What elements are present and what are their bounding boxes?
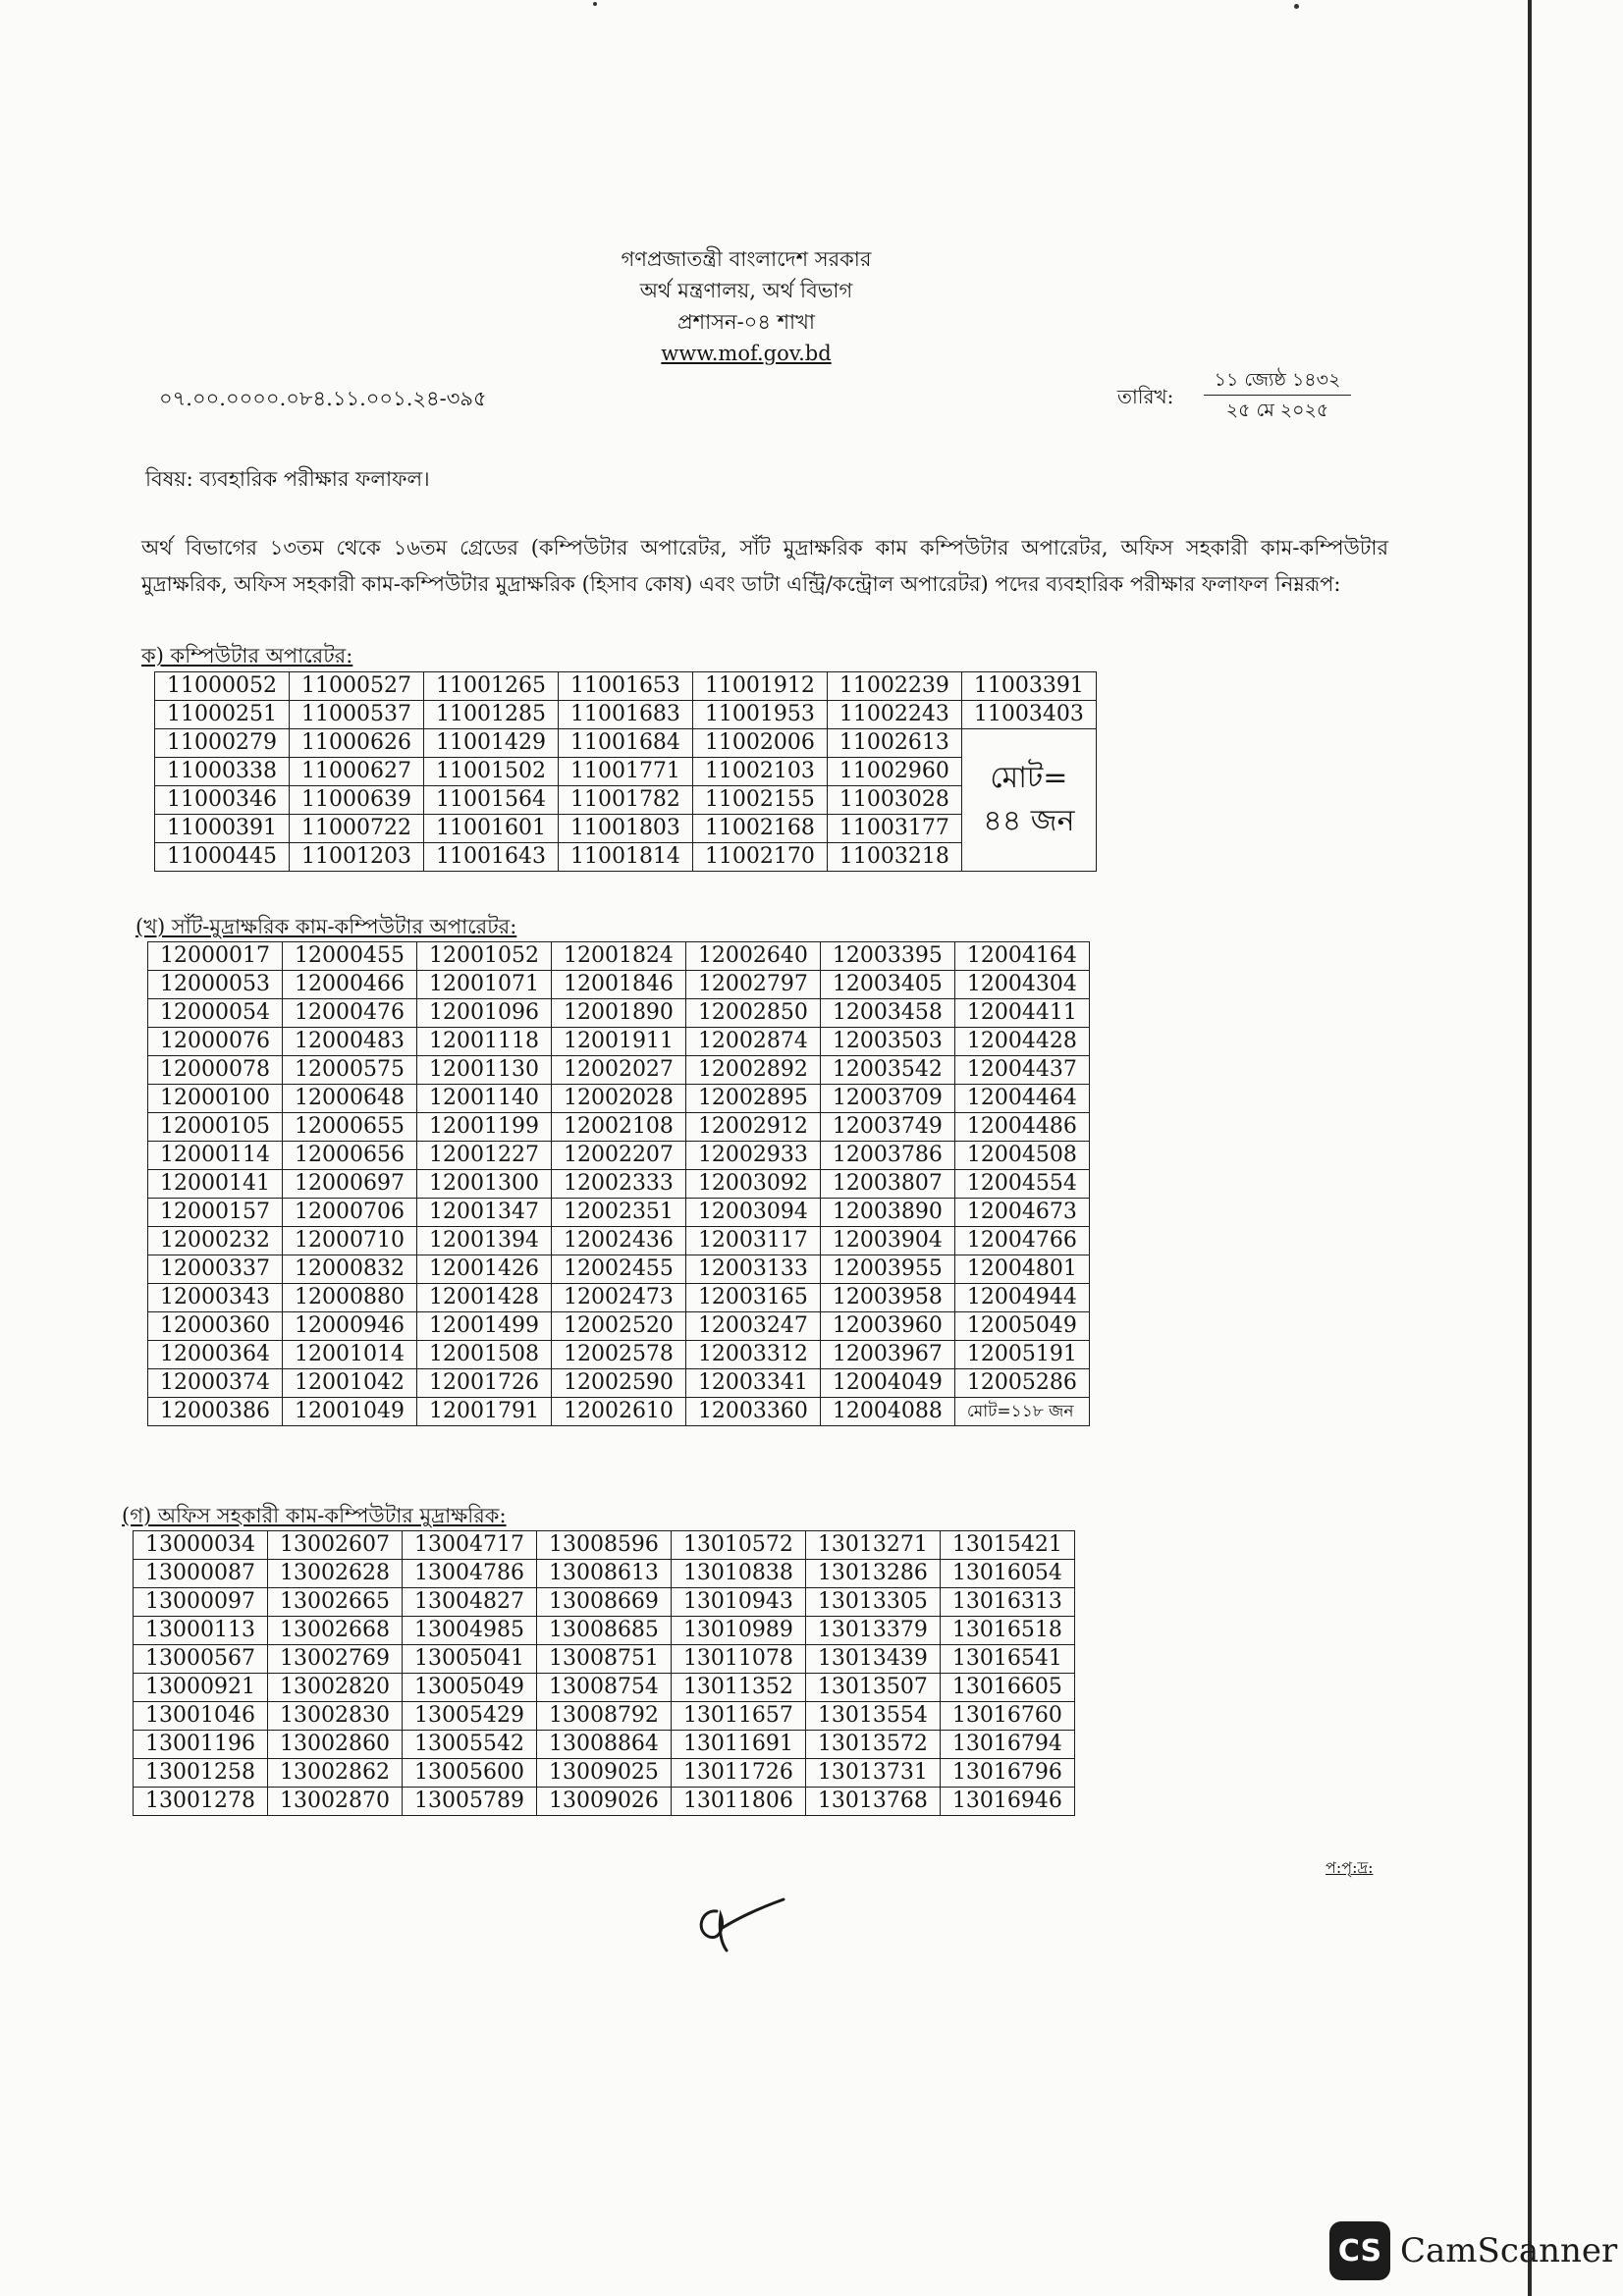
table-row xyxy=(134,1674,1075,1702)
roll-cell: 12001726 xyxy=(416,1369,551,1398)
roll-cell: 12000655 xyxy=(282,1113,416,1142)
roll-cell: 12003458 xyxy=(820,999,954,1028)
roll-cell: 12003958 xyxy=(820,1284,954,1312)
roll-cell: 13001278 xyxy=(134,1788,268,1816)
roll-cell: 13013572 xyxy=(805,1731,940,1759)
roll-cell: 12003542 xyxy=(820,1056,954,1085)
roll-cell: 11000346 xyxy=(155,786,290,815)
table-row xyxy=(155,815,1097,843)
table-row xyxy=(134,1731,1075,1759)
roll-cell: 13016794 xyxy=(940,1731,1074,1759)
roll-cell: 12000466 xyxy=(282,971,416,999)
roll-cell: 13005542 xyxy=(402,1731,536,1759)
table-row xyxy=(148,1341,1090,1369)
roll-cell: 13016605 xyxy=(940,1674,1074,1702)
table-row xyxy=(148,1255,1090,1284)
roll-cell: 12002640 xyxy=(685,942,820,971)
roll-cell: 12004801 xyxy=(954,1255,1089,1284)
roll-cell: 12003709 xyxy=(820,1085,954,1113)
roll-cell: 13004827 xyxy=(402,1588,536,1617)
roll-cell: 13002668 xyxy=(267,1617,402,1645)
roll-cell: 12003092 xyxy=(685,1170,820,1199)
roll-cell: 13013768 xyxy=(805,1788,940,1816)
scan-speck xyxy=(1294,4,1299,9)
roll-cell: 12003807 xyxy=(820,1170,954,1199)
government-name: গণপ্রজাতন্ত্রী বাংলাদেশ সরকার xyxy=(621,247,872,271)
roll-cell: 13008864 xyxy=(536,1731,671,1759)
roll-cell: 11000722 xyxy=(289,815,423,843)
roll-cell: 11001601 xyxy=(423,815,558,843)
roll-cell: 13016760 xyxy=(940,1702,1074,1731)
roll-cell: 12000141 xyxy=(148,1170,283,1199)
table-row xyxy=(134,1759,1075,1788)
roll-cell: 13005049 xyxy=(402,1674,536,1702)
roll-cell: 13009026 xyxy=(536,1788,671,1816)
roll-cell: 12000455 xyxy=(282,942,416,971)
roll-cell: 12002108 xyxy=(551,1113,685,1142)
roll-cell: 13002860 xyxy=(267,1731,402,1759)
roll-cell: 11003403 xyxy=(961,701,1096,729)
roll-cell: 12000656 xyxy=(282,1142,416,1170)
roll-cell: 13000113 xyxy=(134,1617,268,1645)
roll-cell: 11001429 xyxy=(423,729,558,758)
table-row xyxy=(148,1199,1090,1227)
roll-cell: 13010838 xyxy=(671,1560,805,1588)
table-row xyxy=(155,701,1097,729)
roll-cell: 11000527 xyxy=(289,672,423,701)
scan-speck xyxy=(593,2,597,6)
roll-cell: 12003890 xyxy=(820,1199,954,1227)
roll-cell: 13011352 xyxy=(671,1674,805,1702)
roll-cell: 12003117 xyxy=(685,1227,820,1255)
roll-cell: 12002850 xyxy=(685,999,820,1028)
signature-mark xyxy=(687,1890,805,1958)
roll-cell: 12002333 xyxy=(551,1170,685,1199)
table-row xyxy=(155,729,1097,758)
table-row xyxy=(148,1113,1090,1142)
roll-cell: 12000053 xyxy=(148,971,283,999)
roll-cell: 12003395 xyxy=(820,942,954,971)
roll-cell: 12000374 xyxy=(148,1369,283,1398)
roll-cell: 13000034 xyxy=(134,1531,268,1560)
roll-cell: 11002170 xyxy=(692,843,827,872)
roll-cell: 12003405 xyxy=(820,971,954,999)
roll-cell: 12001426 xyxy=(416,1255,551,1284)
roll-cell: 11001912 xyxy=(692,672,827,701)
roll-cell: 12001508 xyxy=(416,1341,551,1369)
roll-cell: 12000648 xyxy=(282,1085,416,1113)
roll-cell: 12000476 xyxy=(282,999,416,1028)
roll-cell: 13010989 xyxy=(671,1617,805,1645)
roll-cell: 13011726 xyxy=(671,1759,805,1788)
roll-cell: 12000054 xyxy=(148,999,283,1028)
roll-cell: 13004786 xyxy=(402,1560,536,1588)
roll-cell: 12002797 xyxy=(685,971,820,999)
roll-cell: 11002168 xyxy=(692,815,827,843)
roll-cell: 13002870 xyxy=(267,1788,402,1816)
roll-cell: 12000364 xyxy=(148,1341,283,1369)
roll-cell: 11001653 xyxy=(558,672,692,701)
roll-cell: 12000157 xyxy=(148,1199,283,1227)
table-row xyxy=(148,1227,1090,1255)
table-row xyxy=(134,1588,1075,1617)
table-row xyxy=(134,1702,1075,1731)
roll-cell: 13001196 xyxy=(134,1731,268,1759)
roll-cell: 12000232 xyxy=(148,1227,283,1255)
roll-cell: 11000537 xyxy=(289,701,423,729)
roll-cell: 12003133 xyxy=(685,1255,820,1284)
roll-cell: 11003028 xyxy=(827,786,961,815)
roll-cell: 11001285 xyxy=(423,701,558,729)
table-row xyxy=(148,1056,1090,1085)
roll-cell: 12000078 xyxy=(148,1056,283,1085)
roll-cell: 12000114 xyxy=(148,1142,283,1170)
roll-cell: 12002028 xyxy=(551,1085,685,1113)
roll-cell: 13013271 xyxy=(805,1531,940,1560)
roll-cell: 13013305 xyxy=(805,1588,940,1617)
roll-cell: 11001803 xyxy=(558,815,692,843)
roll-cell: 12003312 xyxy=(685,1341,820,1369)
roll-cell: 13005600 xyxy=(402,1759,536,1788)
letterhead xyxy=(0,243,1492,369)
roll-cell: 12003360 xyxy=(685,1398,820,1426)
roll-cell: 11002613 xyxy=(827,729,961,758)
date-label: তারিখ: xyxy=(1117,385,1174,408)
roll-cell: 12004486 xyxy=(954,1113,1089,1142)
roll-cell: 12005286 xyxy=(954,1369,1089,1398)
table-row xyxy=(148,1284,1090,1312)
table-row xyxy=(155,758,1097,786)
roll-cell: 12001052 xyxy=(416,942,551,971)
roll-cell: 12002895 xyxy=(685,1085,820,1113)
roll-cell: 12001428 xyxy=(416,1284,551,1312)
roll-cell: 12002351 xyxy=(551,1199,685,1227)
roll-cell: 12004508 xyxy=(954,1142,1089,1170)
roll-cell: 11002006 xyxy=(692,729,827,758)
roll-cell: 11001265 xyxy=(423,672,558,701)
roll-cell: 13002607 xyxy=(267,1531,402,1560)
section-a-total xyxy=(961,729,1096,872)
date-bangla: ১১ জ্যেষ্ঠ ১৪৩২ xyxy=(1204,365,1351,396)
roll-cell: 12003904 xyxy=(820,1227,954,1255)
roll-cell: 12000386 xyxy=(148,1398,283,1426)
roll-cell: 13002862 xyxy=(267,1759,402,1788)
roll-cell: 11001203 xyxy=(289,843,423,872)
roll-cell: 12001071 xyxy=(416,971,551,999)
branch-name: প্রশাসন-০৪ শাখা xyxy=(676,310,816,334)
table-row xyxy=(155,672,1097,701)
roll-cell: 11001771 xyxy=(558,758,692,786)
roll-cell: 12004049 xyxy=(820,1369,954,1398)
roll-cell: 12001118 xyxy=(416,1028,551,1056)
roll-cell: 12001846 xyxy=(551,971,685,999)
roll-cell: 12004428 xyxy=(954,1028,1089,1056)
roll-cell: 12000337 xyxy=(148,1255,283,1284)
roll-cell: 13005041 xyxy=(402,1645,536,1674)
roll-cell: 12001911 xyxy=(551,1028,685,1056)
roll-cell: 12003503 xyxy=(820,1028,954,1056)
section-c-table xyxy=(133,1530,1075,1816)
roll-cell: 12003967 xyxy=(820,1341,954,1369)
date-gregorian: ২৫ মে ২০২৫ xyxy=(1225,400,1329,421)
roll-cell: 13004717 xyxy=(402,1531,536,1560)
roll-cell: 12002874 xyxy=(685,1028,820,1056)
roll-cell: 12001499 xyxy=(416,1312,551,1341)
roll-cell: 12002455 xyxy=(551,1255,685,1284)
ministry-name: অর্থ মন্ত্রণালয়, অর্থ বিভাগ xyxy=(639,279,853,302)
roll-cell: 12002933 xyxy=(685,1142,820,1170)
roll-cell: 11000626 xyxy=(289,729,423,758)
roll-cell: 12003786 xyxy=(820,1142,954,1170)
roll-cell: 11003218 xyxy=(827,843,961,872)
roll-cell: 13002665 xyxy=(267,1588,402,1617)
table-row xyxy=(134,1531,1075,1560)
roll-cell: 11000445 xyxy=(155,843,290,872)
table-row xyxy=(148,1085,1090,1113)
roll-cell: 11000391 xyxy=(155,815,290,843)
table-row xyxy=(148,971,1090,999)
roll-cell: 13000087 xyxy=(134,1560,268,1588)
roll-cell: 13010943 xyxy=(671,1588,805,1617)
roll-cell: 12002473 xyxy=(551,1284,685,1312)
roll-cell: 12004164 xyxy=(954,942,1089,971)
roll-cell: 12004464 xyxy=(954,1085,1089,1113)
roll-cell: 12001042 xyxy=(282,1369,416,1398)
roll-cell: 12002207 xyxy=(551,1142,685,1170)
roll-cell: 11002960 xyxy=(827,758,961,786)
roll-cell: 13016796 xyxy=(940,1759,1074,1788)
roll-cell: 13013286 xyxy=(805,1560,940,1588)
roll-cell: 12000832 xyxy=(282,1255,416,1284)
roll-cell: 13008669 xyxy=(536,1588,671,1617)
roll-cell: 12000105 xyxy=(148,1113,283,1142)
scan-edge-line xyxy=(1528,0,1532,2296)
roll-cell: 13001258 xyxy=(134,1759,268,1788)
roll-cell: 11001782 xyxy=(558,786,692,815)
roll-cell: 13002628 xyxy=(267,1560,402,1588)
roll-cell: 12003960 xyxy=(820,1312,954,1341)
roll-cell: 13008792 xyxy=(536,1702,671,1731)
roll-cell: 12001130 xyxy=(416,1056,551,1085)
roll-cell: 11003177 xyxy=(827,815,961,843)
roll-cell: 11001643 xyxy=(423,843,558,872)
roll-cell: 13016518 xyxy=(940,1617,1074,1645)
camscanner-text: CamScanner xyxy=(1400,2231,1618,2270)
roll-cell: 12001300 xyxy=(416,1170,551,1199)
roll-cell: 11000338 xyxy=(155,758,290,786)
roll-cell: 12001394 xyxy=(416,1227,551,1255)
roll-cell: 13011691 xyxy=(671,1731,805,1759)
roll-cell: 12002520 xyxy=(551,1312,685,1341)
roll-cell: 11001502 xyxy=(423,758,558,786)
table-row xyxy=(148,1398,1090,1426)
section-a-title: ক) কম্পিউটার অপারেটর: xyxy=(141,644,353,667)
section-b-title: (খ) সাঁট-মুদ্রাক্ষরিক কাম-কম্পিউটার অপারেটর: xyxy=(135,915,517,938)
roll-cell: 12001014 xyxy=(282,1341,416,1369)
table-row xyxy=(148,942,1090,971)
table-row xyxy=(155,786,1097,815)
table-row xyxy=(134,1645,1075,1674)
table-row xyxy=(134,1560,1075,1588)
roll-cell: 13010572 xyxy=(671,1531,805,1560)
roll-cell: 11001564 xyxy=(423,786,558,815)
roll-cell: 12000017 xyxy=(148,942,283,971)
roll-cell: 11003391 xyxy=(961,672,1096,701)
table-row xyxy=(148,1028,1090,1056)
table-row xyxy=(148,1369,1090,1398)
roll-cell: 12000710 xyxy=(282,1227,416,1255)
roll-cell: 13004985 xyxy=(402,1617,536,1645)
roll-cell: 12000575 xyxy=(282,1056,416,1085)
section-a-table xyxy=(154,671,1097,872)
roll-cell: 12004411 xyxy=(954,999,1089,1028)
roll-cell: 12002912 xyxy=(685,1113,820,1142)
roll-cell: 13002830 xyxy=(267,1702,402,1731)
roll-cell: 11000251 xyxy=(155,701,290,729)
website-link[interactable]: www.mof.gov.bd xyxy=(661,342,832,365)
roll-cell: 13008596 xyxy=(536,1531,671,1560)
subject-line: বিষয়: ব্যবহারিক পরীক্ষার ফলাফল। xyxy=(145,467,430,491)
table-row xyxy=(134,1788,1075,1816)
roll-cell: 11001683 xyxy=(558,701,692,729)
roll-cell: 11002103 xyxy=(692,758,827,786)
roll-cell: 13009025 xyxy=(536,1759,671,1788)
table-row xyxy=(155,843,1097,872)
roll-cell: 12003094 xyxy=(685,1199,820,1227)
roll-cell: 11001684 xyxy=(558,729,692,758)
roll-cell: 12000360 xyxy=(148,1312,283,1341)
roll-cell: 13013554 xyxy=(805,1702,940,1731)
roll-cell: 12000946 xyxy=(282,1312,416,1341)
roll-cell: 12000880 xyxy=(282,1284,416,1312)
roll-cell: 11000627 xyxy=(289,758,423,786)
roll-cell: 11001814 xyxy=(558,843,692,872)
roll-cell: 13000921 xyxy=(134,1674,268,1702)
roll-cell: 13008754 xyxy=(536,1674,671,1702)
table-row xyxy=(134,1617,1075,1645)
camscanner-badge: CS xyxy=(1329,2221,1390,2280)
roll-cell: 11002239 xyxy=(827,672,961,701)
roll-cell: 12001791 xyxy=(416,1398,551,1426)
continued-note: প:পৃ:দ্র: xyxy=(1325,1858,1374,1877)
roll-cell: 11000279 xyxy=(155,729,290,758)
roll-cell: 13008751 xyxy=(536,1645,671,1674)
intro-paragraph: অর্থ বিভাগের ১৩তম থেকে ১৬তম গ্রেডের (কম্পিউটার অপারেটর, সাঁট মুদ্রাক্ষরিক কাম কম্পিউটার অপারেটর, অফিস সহকারী কাম-কম্পিউটার মুদ্রাক্ষরিক, অফিস সহকারী কাম-কম্পিউটার মুদ্রাক্ষরিক (হিসাব কোষ) এবং ডাটা এন্ট্রি/কন্ট্রোল অপারেটর) পদের ব্যবহারিক পরীক্ষার ফলাফল নিম্নরূপ: xyxy=(141,536,1388,596)
memo-number: ০৭.০০.০০০০.০৮৪.১১.০০১.২৪-৩৯৫ xyxy=(159,387,487,410)
roll-cell: 12005049 xyxy=(954,1312,1089,1341)
roll-cell: 12004554 xyxy=(954,1170,1089,1199)
roll-cell: 12001890 xyxy=(551,999,685,1028)
roll-cell: 13002769 xyxy=(267,1645,402,1674)
roll-cell: 12001199 xyxy=(416,1113,551,1142)
roll-cell: 13005789 xyxy=(402,1788,536,1816)
roll-cell: 12004088 xyxy=(820,1398,954,1426)
roll-cell: 13016541 xyxy=(940,1645,1074,1674)
roll-cell: 13013439 xyxy=(805,1645,940,1674)
roll-cell: 11002155 xyxy=(692,786,827,815)
roll-cell: 13013731 xyxy=(805,1759,940,1788)
roll-cell: 13011806 xyxy=(671,1788,805,1816)
roll-cell: 12003165 xyxy=(685,1284,820,1312)
roll-cell: 12001096 xyxy=(416,999,551,1028)
roll-cell: 12002027 xyxy=(551,1056,685,1085)
roll-cell: 11001953 xyxy=(692,701,827,729)
roll-cell: 12000697 xyxy=(282,1170,416,1199)
roll-cell: 13000097 xyxy=(134,1588,268,1617)
roll-cell: 12005191 xyxy=(954,1341,1089,1369)
camscanner-watermark xyxy=(1329,2221,1617,2280)
roll-cell: 12000483 xyxy=(282,1028,416,1056)
roll-cell: 12000343 xyxy=(148,1284,283,1312)
roll-cell: 13011657 xyxy=(671,1702,805,1731)
roll-cell: 12004766 xyxy=(954,1227,1089,1255)
roll-cell: 12001140 xyxy=(416,1085,551,1113)
roll-cell: 12000706 xyxy=(282,1199,416,1227)
roll-cell: 12004437 xyxy=(954,1056,1089,1085)
roll-cell: 12000076 xyxy=(148,1028,283,1056)
total-count: ৪৪ জন xyxy=(983,804,1075,838)
roll-cell: 13016946 xyxy=(940,1788,1074,1816)
roll-cell: 12004304 xyxy=(954,971,1089,999)
roll-cell: 12000100 xyxy=(148,1085,283,1113)
roll-cell: 11000639 xyxy=(289,786,423,815)
roll-cell: 13008613 xyxy=(536,1560,671,1588)
roll-cell: 12002892 xyxy=(685,1056,820,1085)
roll-cell: 12002436 xyxy=(551,1227,685,1255)
roll-cell: 12003955 xyxy=(820,1255,954,1284)
roll-cell: 12003749 xyxy=(820,1113,954,1142)
roll-cell: 12001347 xyxy=(416,1199,551,1227)
table-row xyxy=(148,1312,1090,1341)
roll-cell: 13000567 xyxy=(134,1645,268,1674)
section-b-table xyxy=(147,941,1090,1426)
roll-cell: 13016054 xyxy=(940,1560,1074,1588)
roll-cell: 13011078 xyxy=(671,1645,805,1674)
roll-cell: 13016313 xyxy=(940,1588,1074,1617)
roll-cell: 12003341 xyxy=(685,1369,820,1398)
total-label: মোট= xyxy=(990,761,1068,795)
table-row xyxy=(148,1170,1090,1199)
roll-cell: 11002243 xyxy=(827,701,961,729)
roll-cell: 11000052 xyxy=(155,672,290,701)
roll-cell: 13002820 xyxy=(267,1674,402,1702)
table-row xyxy=(148,1142,1090,1170)
table-row xyxy=(148,999,1090,1028)
roll-cell: 12002610 xyxy=(551,1398,685,1426)
section-c-title: (গ) অফিস সহকারী কাম-কম্পিউটার মুদ্রাক্ষরিক: xyxy=(122,1504,507,1527)
roll-cell: 12001049 xyxy=(282,1398,416,1426)
roll-cell: 13005429 xyxy=(402,1702,536,1731)
roll-cell: 12002578 xyxy=(551,1341,685,1369)
roll-cell: 12004673 xyxy=(954,1199,1089,1227)
roll-cell: 13013379 xyxy=(805,1617,940,1645)
roll-cell: 12001227 xyxy=(416,1142,551,1170)
section-total: মোট=১১৮ জন xyxy=(954,1398,1089,1426)
roll-cell: 13008685 xyxy=(536,1617,671,1645)
roll-cell: 13013507 xyxy=(805,1674,940,1702)
roll-cell: 12002590 xyxy=(551,1369,685,1398)
roll-cell: 13001046 xyxy=(134,1702,268,1731)
roll-cell: 12001824 xyxy=(551,942,685,971)
roll-cell: 12004944 xyxy=(954,1284,1089,1312)
roll-cell: 12003247 xyxy=(685,1312,820,1341)
roll-cell: 13015421 xyxy=(940,1531,1074,1560)
